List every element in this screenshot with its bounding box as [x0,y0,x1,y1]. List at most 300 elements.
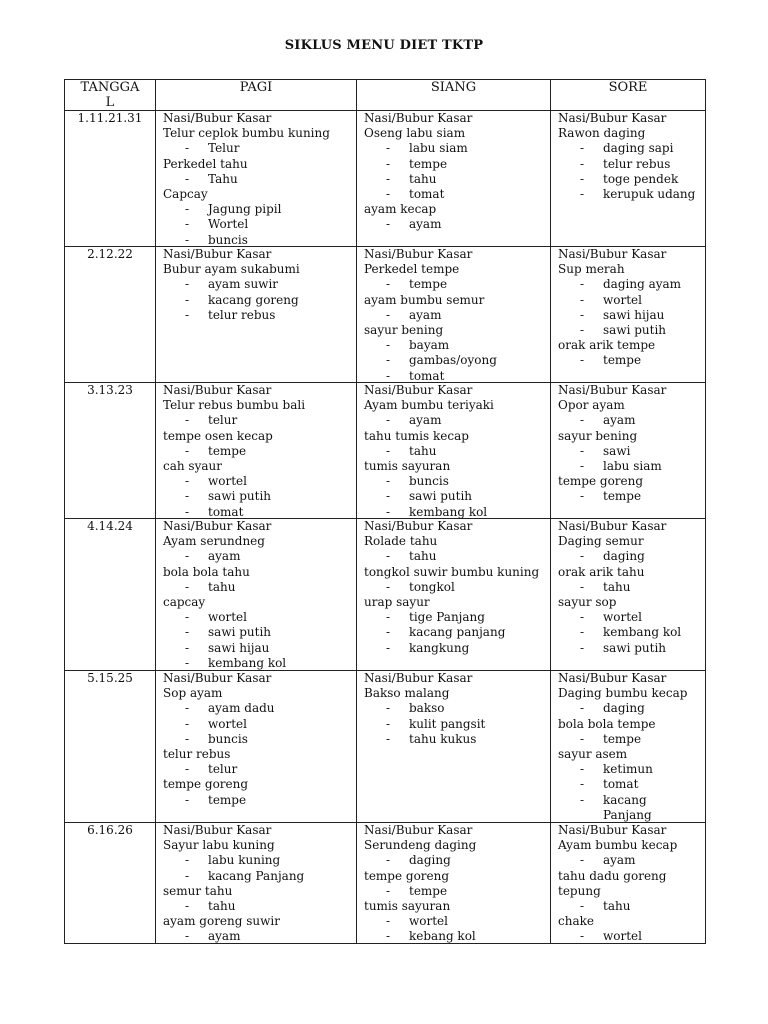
bullet-dash: - [185,474,190,489]
table-header-row [65,80,706,111]
menu-ingredient [364,444,550,459]
ingredient-text: ketimun [603,762,653,777]
menu-ingredient [163,793,356,808]
bullet-dash: - [185,504,190,518]
menu-ingredient [163,853,356,868]
ingredient-text: sawi putih [603,640,667,655]
menu-dish: cah syaur [163,458,222,473]
bullet-dash: - [580,579,585,594]
bullet-dash: - [386,640,391,655]
menu-dish: Daging bumbu kecap [558,686,688,701]
menu-dish: bola bola tahu [163,564,250,579]
menu-ingredient [163,505,356,519]
menu-ingredient [364,187,550,202]
ingredient-text: tomat [409,186,445,201]
menu-dish: Perkedel tahu [163,156,248,171]
menu-cell-pagi [156,383,357,519]
ingredient-text: kacang panjang [409,625,506,640]
bullet-dash: - [185,929,190,943]
menu-ingredient [364,277,550,292]
menu-ingredient [163,899,356,914]
menu-dish: Bakso malang [364,686,450,701]
menu-dish: Ayam serundneg [163,534,265,549]
menu-dish: Oseng labu siam [364,126,466,141]
ingredient-text: labu siam [409,141,468,156]
menu-dish: Rawon daging [558,126,646,141]
menu-dish: tempe goreng [163,777,249,792]
ingredient-text: wortel [208,474,247,489]
ingredient-text: ayam [409,413,442,428]
header-tanggal-label: TANGGA L [80,80,140,110]
ingredient-text: ayam dadu [208,701,275,716]
menu-dish: Sup merah [558,262,625,277]
header-siang: SIANG [357,80,551,111]
menu-ingredient [163,413,356,428]
bullet-dash: - [386,413,391,428]
ingredient-text: tempe [603,353,642,368]
menu-ingredient [364,474,550,489]
menu-cell-siang [357,383,551,519]
menu-ingredient [558,308,705,323]
menu-ingredient [364,717,550,732]
bullet-dash: - [386,277,391,292]
header-sore: SORE [551,80,706,111]
menu-ingredient [163,732,356,747]
bullet-dash: - [386,549,391,564]
menu-ingredient [163,610,356,625]
bullet-dash: - [386,141,391,156]
menu-ingredient [558,489,705,504]
table-row [65,671,706,823]
ingredient-text: labu kuning [208,853,281,868]
table-row [65,383,706,519]
ingredient-text: wortel [603,610,642,625]
ingredient-text: tahu [603,579,631,594]
ingredient-text: toge pendek [603,171,679,186]
bullet-dash: - [386,731,391,746]
ingredient-text: tahu [409,443,437,458]
bullet-dash: - [386,171,391,186]
menu-dish: Nasi/Bubur Kasar [558,383,667,397]
menu-ingredient [163,217,356,232]
menu-ingredient [558,610,705,625]
ingredient-text: buncis [208,731,248,746]
menu-cell-siang [357,247,551,383]
bullet-dash: - [580,625,585,640]
menu-ingredient [364,141,550,156]
menu-ingredient [558,777,705,792]
ingredient-text: buncis [208,232,248,246]
ingredient-text: sawi putih [409,489,473,504]
header-pagi: PAGI [156,80,357,111]
ingredient-text: sawi putih [208,489,272,504]
menu-ingredient [558,323,705,338]
menu-ingredient [163,625,356,640]
menu-cell-sore [551,671,706,823]
menu-cell-pagi [156,823,357,944]
menu-dish: bola bola tempe [558,716,656,731]
bullet-dash: - [386,883,391,898]
bullet-dash: - [580,186,585,201]
ingredient-text: kacang [603,792,647,807]
menu-ingredient [558,187,705,202]
bullet-dash: - [386,217,391,232]
menu-ingredient [558,641,705,656]
menu-ingredient [364,580,550,595]
bullet-dash: - [580,141,585,156]
bullet-dash: - [580,292,585,307]
bullet-dash: - [580,443,585,458]
menu-ingredient [163,233,356,247]
table-body [65,111,706,944]
ingredient-text: tempe [208,792,247,807]
menu-dish: Daging semur [558,534,644,549]
bullet-dash: - [185,307,190,322]
menu-ingredient [163,869,356,884]
menu-dish: tempe osen kecap [163,428,273,443]
ingredient-text: tige Panjang [409,610,485,625]
ingredient-text: telur rebus [603,156,671,171]
bullet-dash: - [580,307,585,322]
ingredient-text: Wortel [208,217,249,232]
ingredient-text: ayam [409,307,442,322]
menu-dish: Ayam bumbu teriyaki [364,398,494,413]
menu-ingredient [364,353,550,368]
bullet-dash: - [580,762,585,777]
ingredient-text: daging [603,549,645,564]
menu-ingredient [163,293,356,308]
bullet-dash: - [386,701,391,716]
menu-dish: ayam kecap [364,202,437,217]
bullet-dash: - [580,171,585,186]
ingredient-text: tempe [208,443,247,458]
menu-dish: Nasi/Bubur Kasar [163,247,272,261]
ingredient-text: tempe [409,156,448,171]
bullet-dash: - [185,549,190,564]
table-row [65,519,706,671]
menu-ingredient [364,369,550,383]
menu-dish: Telur ceplok bumbu kuning [163,126,330,141]
menu-ingredient [558,277,705,292]
menu-dish: Nasi/Bubur Kasar [364,519,473,533]
menu-ingredient [163,172,356,187]
bullet-dash: - [386,625,391,640]
menu-ingredient [364,413,550,428]
menu-ingredient [163,717,356,732]
menu-dish: Nasi/Bubur Kasar [163,823,272,837]
menu-dish: ayam bumbu semur [364,292,485,307]
menu-ingredient [163,308,356,323]
bullet-dash: - [580,898,585,913]
menu-ingredient [558,853,705,868]
ingredient-text: tahu kukus [409,731,477,746]
menu-ingredient [364,625,550,640]
menu-ingredient [558,762,705,777]
bullet-dash: - [580,489,585,504]
ingredient-text: kacang Panjang [208,868,305,883]
menu-ingredient [558,353,705,368]
bullet-dash: - [386,307,391,322]
ingredient-text: kembang kol [409,504,488,518]
menu-dish: Nasi/Bubur Kasar [163,383,272,397]
menu-ingredient [558,549,705,564]
menu-dish: sayur bening [558,428,638,443]
menu-ingredient [364,929,550,943]
ingredient-text: bayam [409,338,450,353]
ingredient-text: Telur [208,141,240,156]
menu-ingredient [364,308,550,323]
menu-ingredient [364,157,550,172]
menu-cell-pagi [156,247,357,383]
menu-dish: Nasi/Bubur Kasar [163,519,272,533]
bullet-dash: - [580,701,585,716]
menu-ingredient [163,474,356,489]
bullet-dash: - [386,914,391,929]
bullet-dash: - [185,217,190,232]
bullet-dash: - [580,277,585,292]
bullet-dash: - [185,277,190,292]
menu-ingredient [558,929,705,943]
menu-ingredient [558,444,705,459]
bullet-dash: - [580,549,585,564]
bullet-dash: - [580,322,585,337]
bullet-dash: - [185,625,190,640]
menu-ingredient [364,489,550,504]
menu-ingredient [163,549,356,564]
ingredient-text: sawi hijau [208,640,270,655]
ingredient-text: telur [208,762,238,777]
bullet-dash: - [386,474,391,489]
bullet-dash: - [580,853,585,868]
bullet-dash: - [185,610,190,625]
menu-dish: Opor ayam [558,398,625,413]
ingredient-text: kembang kol [208,655,287,670]
bullet-dash: - [185,579,190,594]
ingredient-text: Jagung pipil [208,202,282,217]
menu-cell-siang [357,823,551,944]
bullet-dash: - [185,655,190,670]
date-cell: 6.16.26 [65,823,156,944]
menu-dish: Nasi/Bubur Kasar [163,111,272,125]
menu-cell-siang [357,671,551,823]
bullet-dash: - [580,731,585,746]
menu-dish: sayur asem [558,746,628,761]
bullet-dash: - [386,716,391,731]
bullet-dash: - [185,232,190,246]
bullet-dash: - [386,929,391,943]
menu-dish: Nasi/Bubur Kasar [558,823,667,837]
ingredient-text: tomat [409,368,445,382]
menu-dish: orak arik tahu [558,564,645,579]
bullet-dash: - [185,489,190,504]
bullet-dash: - [185,898,190,913]
ingredient-text: sawi putih [603,322,667,337]
ingredient-text: ayam suwir [208,277,279,292]
menu-dish: semur tahu [163,883,233,898]
menu-ingredient [558,459,705,474]
ingredient-text: tahu [208,579,236,594]
bullet-dash: - [185,731,190,746]
ingredient-text: ayam [409,217,442,232]
bullet-dash: - [580,792,585,807]
menu-dish: Bubur ayam sukabumi [163,262,300,277]
bullet-dash: - [185,292,190,307]
bullet-dash: - [580,353,585,368]
bullet-dash: - [580,777,585,792]
menu-ingredient [558,172,705,187]
menu-ingredient [163,580,356,595]
ingredient-text: tomat [208,504,244,518]
menu-ingredient [364,732,550,747]
ingredient-text: tempe [603,489,642,504]
bullet-dash: - [386,579,391,594]
menu-ingredient [364,701,550,716]
menu-ingredient-continuation: Panjang [603,807,652,822]
ingredient-text: tahu [208,898,236,913]
menu-dish: orak arik tempe [558,338,656,353]
bullet-dash: - [386,156,391,171]
ingredient-text: bakso [409,701,445,716]
menu-dish: sayur sop [558,594,617,609]
menu-ingredient [163,444,356,459]
ingredient-text: tempe [603,731,642,746]
menu-ingredient [163,701,356,716]
ingredient-text: kembang kol [603,625,682,640]
bullet-dash: - [580,413,585,428]
bullet-dash: - [185,171,190,186]
bullet-dash: - [386,489,391,504]
menu-ingredient [558,293,705,308]
menu-ingredient [364,610,550,625]
ingredient-text: tempe [409,277,448,292]
menu-cycle-table [64,79,706,944]
ingredient-text: daging ayam [603,277,682,292]
bullet-dash: - [580,458,585,473]
ingredient-text: wortel [603,929,642,943]
menu-cell-pagi [156,519,357,671]
ingredient-text: sawi [603,443,631,458]
date-cell: 1.11.21.31 [65,111,156,247]
bullet-dash: - [386,186,391,201]
menu-dish: tumis sayuran [364,898,451,913]
bullet-dash: - [386,353,391,368]
bullet-dash: - [185,792,190,807]
bullet-dash: - [580,640,585,655]
menu-ingredient [364,884,550,899]
ingredient-text: ayam [603,413,636,428]
date-cell: 2.12.22 [65,247,156,383]
ingredient-text: tahu [409,549,437,564]
menu-dish: capcay [163,594,206,609]
menu-dish: tepung [558,883,601,898]
menu-dish: tahu tumis kecap [364,428,469,443]
menu-cell-siang [357,519,551,671]
menu-cell-sore [551,383,706,519]
ingredient-text: buncis [409,474,449,489]
menu-ingredient [163,656,356,670]
menu-cell-siang [357,111,551,247]
menu-ingredient [163,141,356,156]
ingredient-text: wortel [208,716,247,731]
menu-ingredient [364,853,550,868]
bullet-dash: - [580,610,585,625]
menu-ingredient [364,914,550,929]
bullet-dash: - [580,929,585,943]
menu-dish: tumis sayuran [364,458,451,473]
ingredient-text: sawi hijau [603,307,665,322]
menu-ingredient [558,732,705,747]
menu-dish: Nasi/Bubur Kasar [364,823,473,837]
table-row [65,111,706,247]
ingredient-text: telur [208,413,238,428]
bullet-dash: - [580,156,585,171]
menu-ingredient [558,625,705,640]
ingredient-text: sawi putih [208,625,272,640]
menu-dish: Nasi/Bubur Kasar [364,111,473,125]
ingredient-text: ayam [603,853,636,868]
table-row [65,823,706,944]
menu-ingredient [364,505,550,519]
menu-dish: chake [558,914,594,929]
menu-dish: Nasi/Bubur Kasar [364,671,473,685]
menu-dish: Nasi/Bubur Kasar [558,247,667,261]
ingredient-text: tahu [409,171,437,186]
ingredient-text: ayam [208,929,241,943]
header-tanggal [65,80,156,111]
menu-dish: tahu dadu goreng [558,868,667,883]
bullet-dash: - [185,716,190,731]
menu-ingredient [558,157,705,172]
menu-cell-sore [551,247,706,383]
menu-dish: tempe goreng [364,868,450,883]
bullet-dash: - [185,853,190,868]
bullet-dash: - [386,338,391,353]
menu-dish: Telur rebus bumbu bali [163,398,306,413]
menu-ingredient [163,277,356,292]
bullet-dash: - [386,368,391,382]
menu-dish: sayur bening [364,322,444,337]
menu-dish: Sayur labu kuning [163,838,275,853]
menu-ingredient [558,141,705,156]
bullet-dash: - [185,640,190,655]
menu-dish: tongkol suwir bumbu kuning [364,564,540,579]
menu-ingredient [163,929,356,943]
menu-dish: Nasi/Bubur Kasar [558,519,667,533]
bullet-dash: - [386,853,391,868]
bullet-dash: - [386,610,391,625]
ingredient-text: labu siam [603,458,662,473]
menu-dish: Ayam bumbu kecap [558,838,678,853]
menu-ingredient [558,899,705,914]
ingredient-text: gambas/oyong [409,353,497,368]
ingredient-text: kerupuk udang [603,186,696,201]
date-cell: 3.13.23 [65,383,156,519]
menu-dish: Serundeng daging [364,838,477,853]
menu-dish: telur rebus [163,746,231,761]
ingredient-text: wortel [409,914,448,929]
ingredient-text: kulit pangsit [409,716,486,731]
ingredient-text: wortel [603,292,642,307]
menu-dish: Nasi/Bubur Kasar [163,671,272,685]
bullet-dash: - [185,443,190,458]
menu-ingredient [364,217,550,232]
ingredient-text: kangkung [409,640,470,655]
menu-dish: Nasi/Bubur Kasar [558,111,667,125]
menu-ingredient [163,762,356,777]
date-cell: 4.14.24 [65,519,156,671]
bullet-dash: - [386,504,391,518]
menu-ingredient [163,489,356,504]
